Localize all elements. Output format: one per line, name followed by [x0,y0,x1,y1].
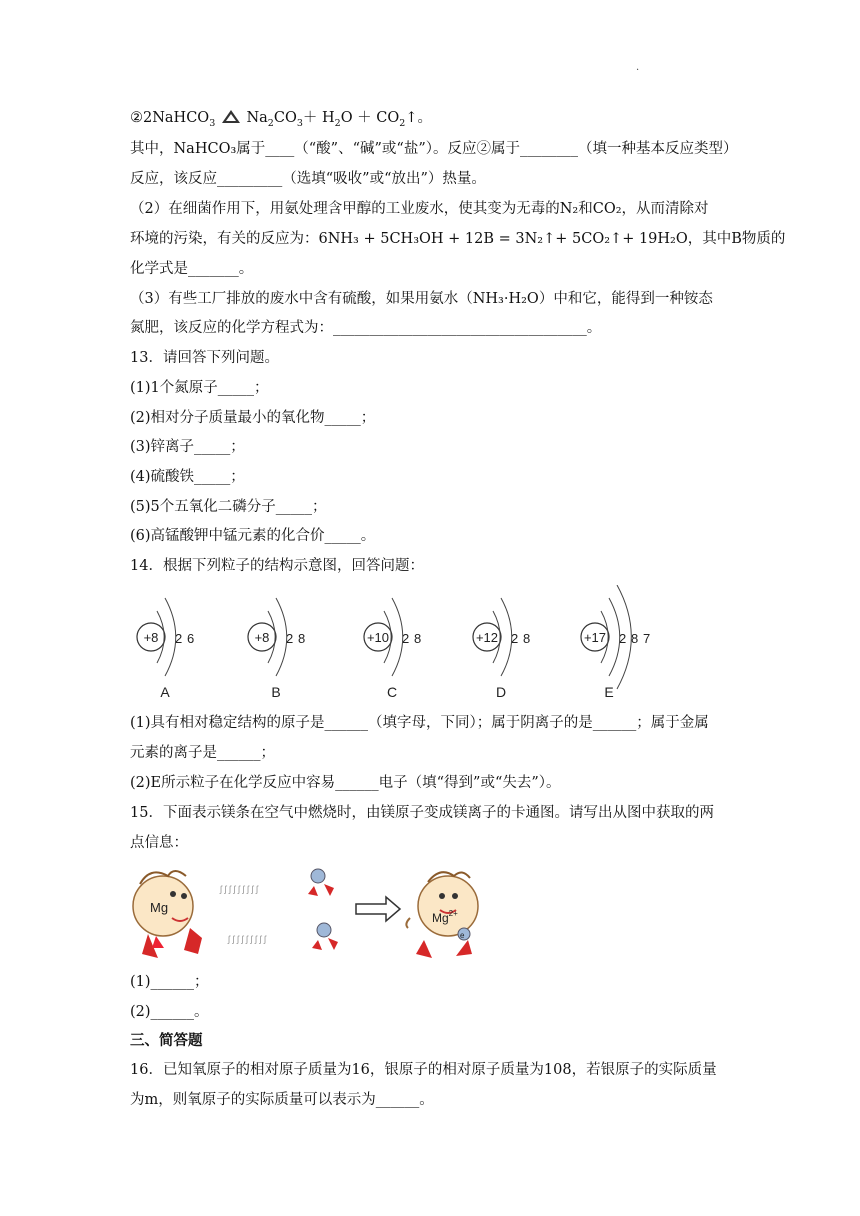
question-item: (3)锌离子_____； [130,439,245,455]
nucleus-charge: +10 [366,630,390,645]
atom-label: A [160,684,170,700]
mg-ion-label: $Mg^{2+}$ [432,909,458,925]
arrow-icon [356,897,400,921]
eq-reactant: ②2NaHCO [130,110,210,126]
eq-sub: 3 [296,117,303,129]
shell-electron-count: 6 [187,631,195,646]
answer-line: (2)______。 [130,1004,209,1020]
electron-trail-bottom [227,923,338,950]
question-item: (5)5个五氧化二磷分子_____； [130,499,327,515]
atom-label: C [386,684,398,700]
electron-trail-top [219,869,334,896]
shell-electron-count: 8 [298,631,306,646]
nucleus-charge: +17 [583,630,607,645]
question-16-cont: 为m，则氧原子的实际质量可以表示为______。 [130,1092,434,1108]
equation-line [130,108,735,134]
shell-electron-count: 2 [511,631,519,646]
question-item: (1)具有相对稳定结构的原子是______（填字母，下同）；属于阴离子的是______；属于金属 [130,715,709,731]
eq-sub: 2 [267,117,274,129]
atom-C [364,598,421,700]
nucleus-charge: +12 [475,630,499,645]
atom-B [248,598,305,700]
electron-label: e [460,931,465,940]
section-heading: 三、简答题 [130,1032,203,1049]
question-item: (2)E所示粒子在化学反应中容易______电子（填“得到”或“失去”）。 [130,775,561,791]
eq-product-1b: CO [273,110,297,126]
svg-text:ʃ ʃ ʃ ʃ ʃ ʃ ʃ ʃ ʃ: ʃ ʃ ʃ ʃ ʃ ʃ ʃ ʃ ʃ [220,884,258,894]
eq-end: ↑。 [405,110,432,126]
eq-sub: 3 [209,117,216,129]
eq-sub: 2 [399,117,406,129]
question-item: 元素的离子是______； [130,745,275,761]
question-13: 13．请回答下列问题。 [130,350,279,366]
answer-line: (1)______； [130,974,209,990]
mg-ion-figure [406,872,478,958]
nucleus-charge: +8 [143,630,159,645]
text-line: （3）有些工厂排放的废水中含有硫酸，如果用氨水（NH₃·H₂O）中和它，能得到一种铵态 [130,291,713,307]
atom-D [473,598,530,700]
mg-label: Mg [150,900,169,915]
text-line: （2）在细菌作用下，用氨处理含甲醇的工业废水，使其变为无毒的N₂和CO₂，从而清除对 [130,201,709,217]
atom-E [581,585,650,700]
question-15: 15．下面表示镁条在空气中燃烧时，由镁原子变成镁离子的卡通图。请写出从图中获取的两 [130,805,714,821]
shell-electron-count: 8 [523,631,531,646]
shell-electron-count: 7 [643,631,651,646]
atom-label: E [604,684,614,700]
page-mark: . [636,62,640,73]
question-item: (6)高锰酸钾中锰元素的化合价_____。 [130,528,376,544]
text-line: 点信息： [130,835,188,851]
eq-product-1: Na [246,110,268,126]
question-item: (2)相对分子质量最小的氧化物_____； [130,410,376,426]
eq-sub: 2 [334,117,341,129]
question-14: 14．根据下列粒子的结构示意图，回答问题： [130,558,424,574]
magnesium-cartoon [128,858,508,968]
question-16: 16．已知氧原子的相对原子质量为16，银原子的相对原子质量为108，若银原子的实际质量 [130,1062,717,1078]
shell-electron-count: 2 [175,631,183,646]
heat-triangle-icon [222,110,240,123]
shell-electron-count: 8 [631,631,639,646]
atom-label: B [271,684,281,700]
text-line: 环境的污染，有关的反应为：6NH₃ + 5CH₃OH + 12B = 3N₂↑+ 5CO₂↑+ 19H₂O，其中B物质的 [130,231,786,247]
question-item: (4)硫酸铁_____； [130,469,245,485]
text-line: 其中，NaHCO₃属于____（“酸”、“碱”或“盐”）。反应②属于________（填一种基本反应类型） [130,141,738,157]
text-line: 化学式是_______。 [130,261,254,277]
svg-text:ʃ ʃ ʃ ʃ ʃ ʃ ʃ ʃ ʃ: ʃ ʃ ʃ ʃ ʃ ʃ ʃ ʃ ʃ [228,934,266,944]
atom-diagrams [125,585,715,700]
atom-label: D [495,684,507,700]
question-item: (1)1个氮原子_____； [130,380,269,396]
shell-electron-count: 2 [402,631,410,646]
eq-product-2: ＋ H [302,110,335,126]
mg-atom-figure [133,871,202,958]
shell-electron-count: 2 [619,631,627,646]
text-line: 反应，该反应_________（选填“吸收”或“放出”）热量。 [130,171,486,187]
nucleus-charge: +8 [254,630,270,645]
shell-electron-count: 2 [286,631,294,646]
atom-A [137,598,194,700]
eq-product-3: O ＋ CO [340,110,400,126]
text-line: 氮肥，该反应的化学方程式为：___________________________________。 [130,320,602,336]
shell-electron-count: 8 [414,631,422,646]
